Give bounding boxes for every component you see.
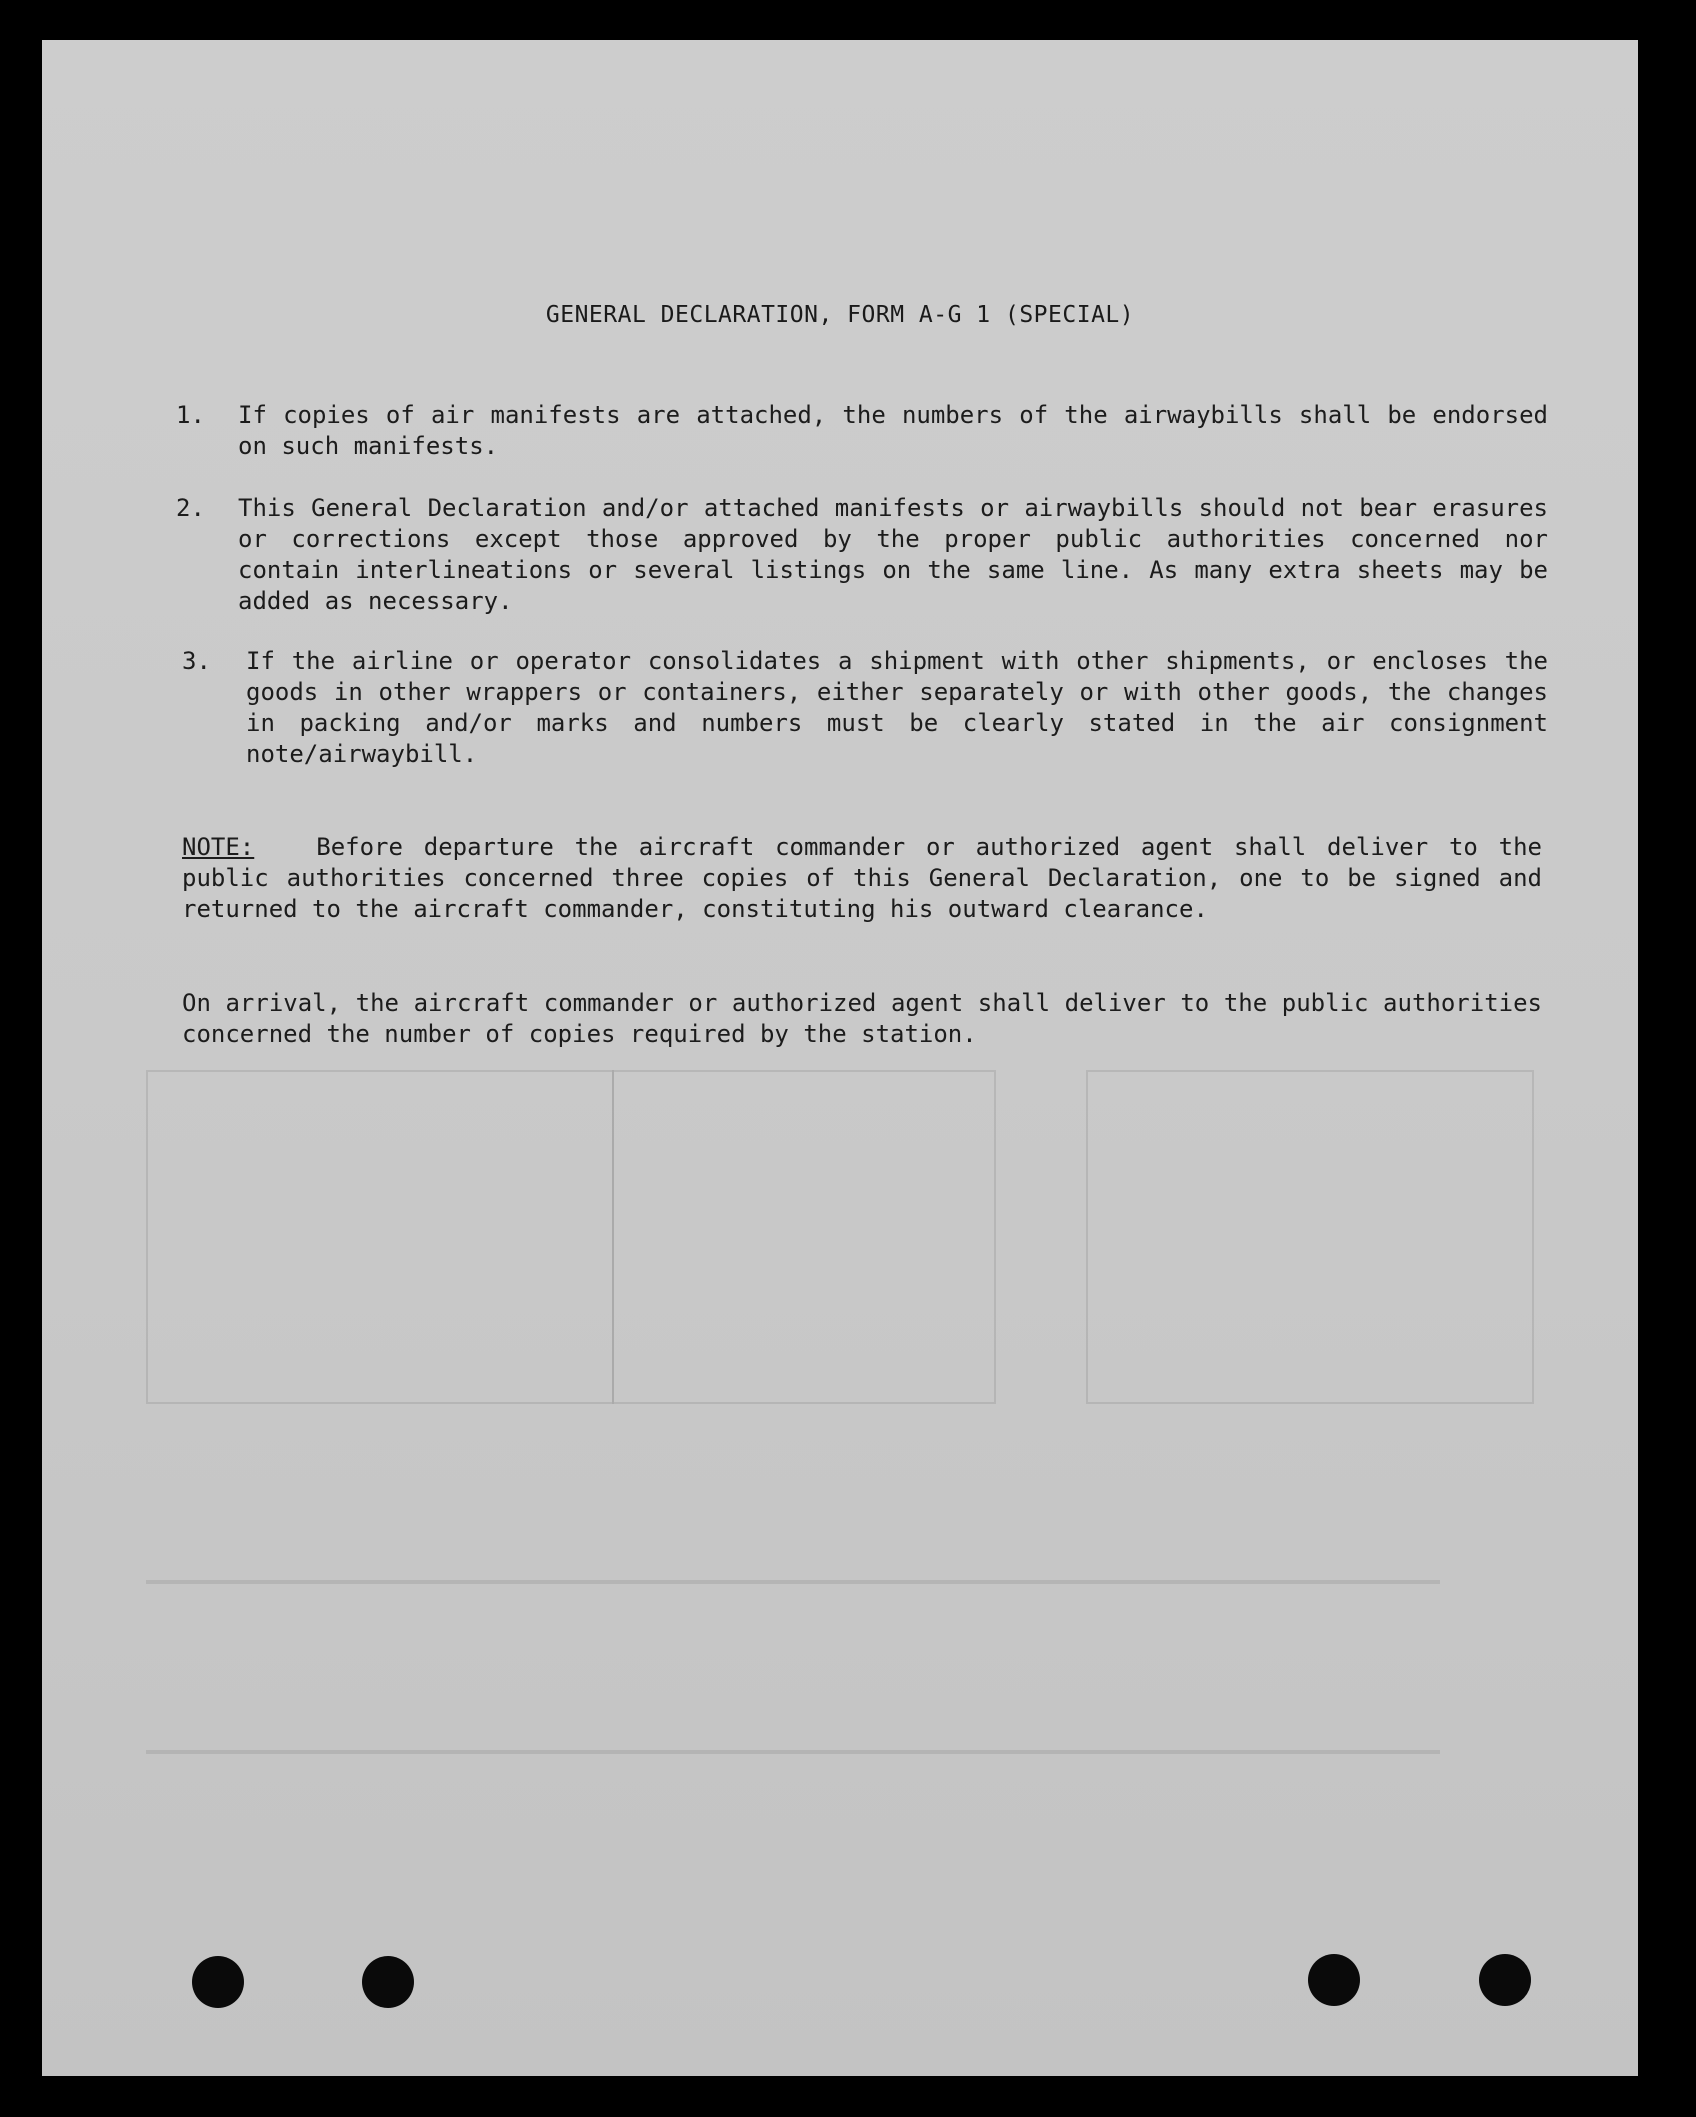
bleed-through-rule-upper: [146, 1580, 1440, 1584]
punch-hole: [1479, 1954, 1531, 2006]
item-number: 3.: [182, 647, 211, 675]
bleed-through-rule-lower: [146, 1750, 1440, 1754]
bleed-through-box-left: [146, 1070, 614, 1404]
instruction-item-1: [176, 400, 1548, 462]
instruction-item-2: [176, 493, 1548, 617]
punch-hole: [1308, 1954, 1360, 2006]
instruction-item-3: [176, 646, 1548, 770]
item-text: If the airline or operator consolidates a shipment with other shipments, or encloses the goods in other wrappers or containers, either separately or with other goods, the changes in packing and/or marks and numbers must be clearly stated in the air consignment note/airwaybill.: [246, 647, 1548, 768]
bleed-through-box-middle: [612, 1070, 996, 1404]
arrival-paragraph: On arrival, the aircraft commander or authorized agent shall deliver to the public authorities concerned the number of copies required by the station.: [182, 989, 1542, 1048]
punch-hole: [192, 1956, 244, 2008]
item-text: If copies of air manifests are attached, the numbers of the airwaybills shall be endorsed on such manifests.: [238, 401, 1548, 460]
punch-hole: [362, 1956, 414, 2008]
item-text: This General Declaration and/or attached manifests or airwaybills should not bear erasures or corrections except those approved by the proper public authorities concerned nor contain interlineations or several listings on the same line. As many extra sheets may be added as necessary.: [238, 494, 1548, 615]
item-number: 1.: [176, 401, 205, 429]
item-number: 2.: [176, 494, 205, 522]
note-paragraph: [182, 832, 1542, 925]
document-title: GENERAL DECLARATION, FORM A-G 1 (SPECIAL): [545, 302, 1135, 328]
note-label: NOTE:: [182, 833, 255, 861]
document-page: [42, 40, 1638, 2076]
bleed-through-box-right: [1086, 1070, 1534, 1404]
note-text: Before departure the aircraft commander or authorized agent shall deliver to the public authorities concerned three copies of this General Declaration, one to be signed and returned to the aircraft commander, constituting his outward clearance.: [182, 833, 1542, 923]
